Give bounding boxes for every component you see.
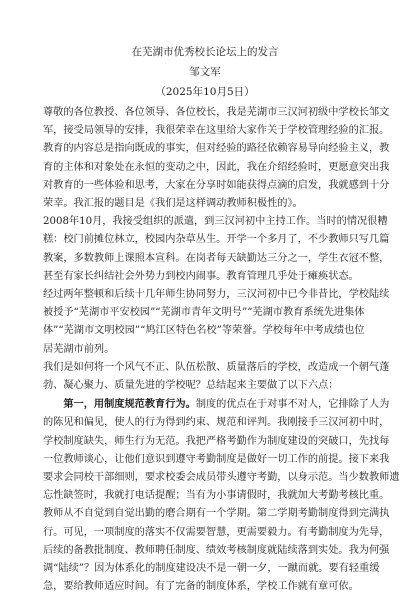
text-line: 我们是如何将一个风气不正、队伍松散、质量落后的学校，改造成一个朝气蓬 (43, 361, 390, 373)
text-line: 勃、凝心聚力、质量先进的学校呢？总结起来主要做了以下六点： (43, 380, 339, 392)
text-line: 行。可见，一项制度的落实不仅需要智慧，更需要毅力。有考勤制度为先导， (43, 526, 390, 538)
text-line: 调“陆续”？因为体系化的制度建设决不是一朝一夕，一蹴而就。要有轻重缓 (43, 563, 380, 575)
point-one-heading: 第一，用制度规范教育行为。 (63, 398, 196, 411)
text-line: 后续的备教批制度、教师聘任制度、绩效考核制度就陆续落到实处。我为何强 (43, 544, 390, 556)
speech-date: （2025年10月5日） (155, 86, 255, 98)
text-line: 2008年10月，我接受组织的派遣，到三汉河初中主持工作。当时的情况很糟 (43, 216, 388, 228)
text-line: 学校制度缺失，师生行为无范。我把严格考勤作为制度建设的突破口，先找每 (43, 435, 390, 447)
document-body (43, 104, 400, 596)
title-block (0, 42, 410, 102)
speech-title: 在芜湖市优秀校长论坛上的发言 (131, 46, 279, 58)
text-line: 居芜湖市前列。 (43, 343, 115, 355)
text-line: 教育的内容总是指向既成的事实，但对经验的路径依赖容易导向经验主义，教 (43, 143, 390, 155)
paragraph-question (43, 359, 390, 395)
text-line: 忘性缺签时，我就打电话提醒；当有为小事请假时，我就加大考勤考核比重。 (43, 490, 390, 502)
point-one-first-text: 制度的优点在于对事不对人，它排除了人为 (195, 399, 390, 411)
paragraph-point-one (43, 395, 400, 596)
text-line-first (43, 395, 390, 414)
text-line: 尊敬的各位教授、各位领导、各位校长，我是芜湖市三汉河初级中学校长邹文 (43, 107, 390, 118)
text-line: 对教育的一些体验和思考，大家在分享时如能获得点滴的启发，我就感到十分 (43, 179, 390, 191)
text-line: 急，要给教师适应时间。有了完备的制度体系，学校工作就有章可依。 (43, 581, 359, 593)
text-line: 甚至有家长纠结社会外势力到校内闹事。教育管理几乎处于瘫痪状态。 (43, 270, 359, 282)
text-line: 军，接受局领导的安排，我很荣幸在这里给大家作关于学校管理经验的汇报。 (43, 125, 390, 137)
text-line: 要求会同校干部细则，要求校委会成员带头遵守考勤，以身示范。当少数教师遗 (43, 472, 400, 484)
text-line: 体”“芜湖市文明校园”“鸠江区特色名校”等荣誉。学校每年中考成绩也位 (43, 325, 365, 337)
author-name: 邹文军 (189, 66, 221, 78)
text-line: 育的主体和对象处在永恒的变动之中，因此，我在介绍经验时，更愿意突出我 (43, 161, 390, 173)
text-line: 经过两年整顿和后续十几年师生协同努力，三汉河初中已今非昔比，学校陆续 (43, 289, 390, 301)
text-line: 被授予“芜湖市平安校园”“芜湖市青年文明号”“芜湖市教育系统先进集体 (43, 307, 365, 319)
text-line: 教案，多数教师上课照本宣科。在岗者每天缺勤达三分之一，学生衣冠不整， (43, 252, 390, 264)
text-line: 糕：校门前摊位林立，校园内杂草丛生。开学一个多月了，不少教师只写几篇 (43, 234, 390, 246)
paragraph-achievements (43, 286, 390, 359)
text-line: 荣幸。我汇报的题目是《我们是这样调动教师积极性的》。 (43, 198, 303, 210)
paragraph-background (43, 213, 390, 286)
text-line: 的陈见和偏见，使人的行为得到约束、规范和评判。我刚接手三汉河初中时， (43, 417, 390, 429)
paragraph-intro (43, 104, 390, 213)
text-line: 一位教师谈心，让他们意识到遵守考勤制度是做好一切工作的前提。接下来我 (43, 453, 390, 465)
text-line: 教师从不自觉到自觉出勤的磨合期有一个学期。第二学期考勤制度得到完满执 (43, 508, 390, 520)
